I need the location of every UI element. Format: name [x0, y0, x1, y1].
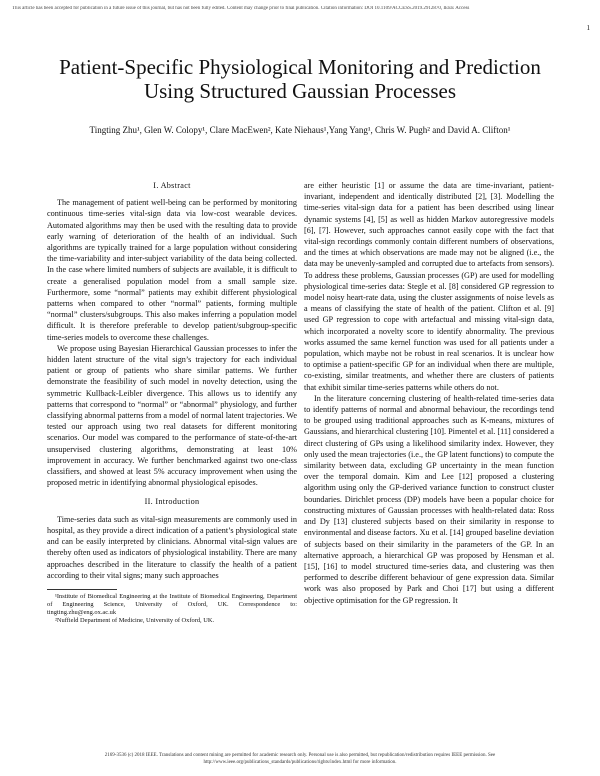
introduction-heading: II. Introduction: [144, 497, 200, 507]
footnote: ¹Institute of Biomedical Engineering at the Institute of Biomedical Engineering, Department of Engineering Science, University of Oxford, UK. Correspondence to: tingting.zhu@eng.ox.ac.uk: [47, 592, 297, 616]
footnote-divider: [47, 589, 117, 590]
author-list: Tingting Zhu¹, Glen W. Colopy¹, Clare MacEwen², Kate Niehaus¹,Yang Yang¹, Chris W. Pugh² and David A. Clifton¹: [89, 125, 511, 135]
footnote: ²Nuffield Department of Medicine, University of Oxford, UK.: [55, 616, 215, 624]
abstract-paragraph: We propose using Bayesian Hierarchical Gaussian processes to infer the hidden latent structure of the vital sign’s trajectory for each individual patient or group of patients who share similar patterns. We further demonstrate the feasibility of such model in novelty detection, using the symmetric Kullback-Leibler divergence. This allows us to identify any patterns that correspond to “normal” or “abnormal” physiology, and further classifying abnormal patterns from a model of normal latent trajectories. We tested our approach using two real datasets for different monitoring scenarios. Our model was compared to the performance of state-of-the-art unsupervised clustering algorithms, demonstrating at least 10% improvement in accuracy. We further benchmarked against two one-class classifiers, and showed at least 5% accuracy improvement when using the proposed metric in identifying abnormal physiological episodes.: [47, 343, 297, 488]
page-number: 1: [586, 24, 590, 32]
footer-link[interactable]: http://www.ieee.org/publications_standards/publications/rights/index.html for more information.: [203, 760, 397, 765]
body-paragraph: In the literature concerning clustering of health-related time-series data to identify patterns of normal and abnormal behaviour, the recordings tend to be grouped using traditional approaches such as K-means, mixtures of Gaussians, and hierarchical clustering [10]. Pimentel et al. [11] considered a direct clustering of GPs using a likelihood similarity index. However, they only used the mean trajectories (i.e., the GP latent functions) to compute the similarity between data, excluding GP uncertainty in the mean function over the temporal domain. Kim and Lee [12] proposed a clustering algorithm using only the GP-derived variance function to construct cluster boundaries. Dirichlet process (DP) models have been a popular choice for constructing mixtures of Gaussian processes with health-related data: Ross and Dy [13] clustered subjects based on their similarity in response to environmental and disease factors. Xu et al. [14] grouped baseline deviation of subjects based on their similarity in the parameters of the GP. In an alternative approach, a hierarchical GP was proposed by Hensman et al. [15], [16] to model structured time-series data, and clustering was then performed to describe different behaviour of gene expression data. Similar work was also proposed by Park and Choi [17] but using a different objective optimisation for the GP regression. It: [304, 393, 554, 605]
copyright-footer: [30, 752, 570, 766]
abstract-paragraph: The management of patient well-being can be performed by monitoring continuous time-series vital-sign data via low-cost wearable devices. Automated algorithms may then be used with the resulting data to provide early warning of deterioration of the health of an individual. Such algorithms are typically trained for a large population without considering the time-variability and inter-subject variability of the data being collected. In the case where limited numbers of subjects are available, it is difficult to create a generalised population model from a small sample size. Furthermore, some “normal” patients may exhibit different physiological patterns when compared to other “normal” patients, forming multiple “normal” clusters/subgroups. This also makes inferring a population model difficult. It is therefore preferable to develop patient/subgroup-specific time-series models to overcome these challenges.: [47, 198, 297, 342]
right-column: [304, 180, 554, 606]
abstract-heading: I. Abstract: [153, 181, 191, 190]
left-column: [47, 180, 297, 625]
paper-title: Patient-Specific Physiological Monitoring and Prediction Using Structured Gaussian Processes: [59, 55, 541, 103]
body-paragraph: are either heuristic [1] or assume the data are time-invariant, patient-invariant, independent and identically distributed [2], [3]. Modelling the time-series vital-sign data for a patient has been described using linear dynamic systems [4], [5] as well as hidden Markov autoregressive models [6], [7]. However, such approaches cannot easily cope with the fact that vital-sign recordings commonly contain different numbers of observations, and the times at which observations are made may not be aligned (i.e., the data may be unevenly-sampled and corrupted due to artefacts from sensors). To address these problems, Gaussian processes (GP) are used for modelling physiological time-series data: Stegle et al. [8] considered GP regression to model noisy heart-rate data, using the cluster assignments of noise levels as a means of classifying the state of health of the patient. Clifton et al. [9] used GP regression to cope with artefactual and missing vital-sign data, which incorporated a novelty score to identify abnormality. The previous works assumed the same kernel function was used for all patients under a population, which maybe not be robust in real scenarios. It is unclear how to optimise a patient-specific GP for an individual when there are multiple, co-existing, similar treatments, and whether there are clusters of patients that exhibit similar time-series patterns while others do not.: [304, 181, 554, 392]
introduction-paragraph: Time-series data such as vital-sign measurements are commonly used in hospital, as they provide a direct indication of a patient’s physiological state and can be easily interpreted by clinicians. Abnormal vital-sign values are thereby often used as indicators of physiological instability. There are many approaches described in the literature to classify the health of a patient according to their vital signs; many such approaches: [47, 514, 297, 580]
footer-line: 2169-3536 (c) 2018 IEEE. Translations and content mining are permitted for academic research only. Personal use is also permitted, but republication/redistribution requires IEEE permission. See: [104, 753, 496, 758]
journal-notice: This article has been accepted for publication in a future issue of this journal, but has not been fully edited. Content may change prior to final publication. Citation information: DOI 10.1109/ACCESS.2019.2912870, IEEE Access: [12, 6, 470, 11]
